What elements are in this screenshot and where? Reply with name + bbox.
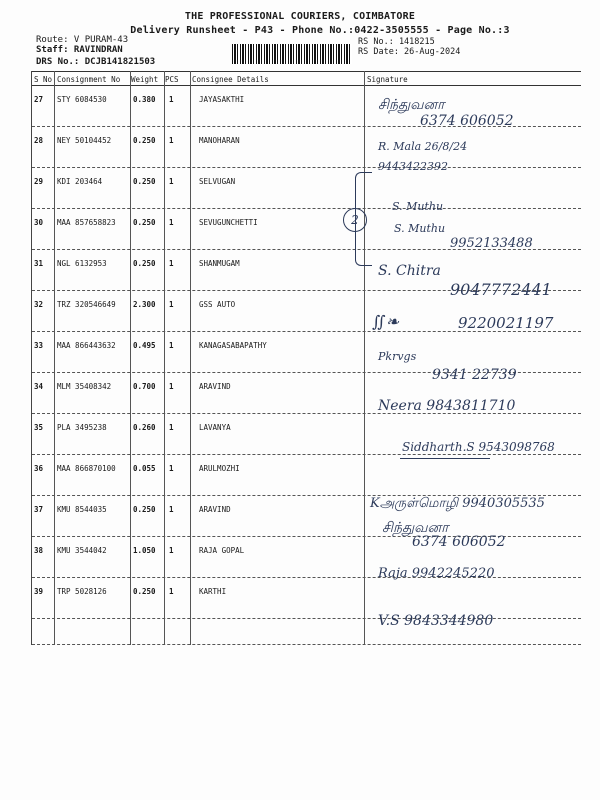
signature-phone-row-33: 9341 22739: [432, 367, 517, 383]
row-sno: 33: [34, 341, 44, 350]
row-sno: 29: [34, 177, 44, 186]
row-consignee-name: KANAGASABAPATHY: [199, 341, 267, 350]
scribble-signature-row-32: ∬❧: [372, 312, 400, 331]
col-header-sno: S No: [34, 75, 53, 84]
col-header-consignment: Consignment No: [57, 75, 121, 84]
row-consignee-name: MANOHARAN: [199, 136, 240, 145]
row-sno: 39: [34, 587, 44, 596]
row-consignment-no: TRP 5028126: [57, 587, 107, 596]
signature-phone-row-27: 6374 606052: [420, 113, 514, 129]
row-consignee-name: SELVUGAN: [199, 177, 236, 186]
row-weight: 1.050: [133, 546, 156, 555]
row-weight: 0.250: [133, 505, 156, 514]
row-sno: 38: [34, 546, 44, 555]
table-row: [31, 71, 580, 111]
row-consignee-name: SHANMUGAM: [199, 259, 240, 268]
signature-row-35: Siddharth.S 9543098768: [402, 440, 555, 454]
row-weight: 0.250: [133, 177, 156, 186]
row-consignment-no: MAA 866443632: [57, 341, 116, 350]
row-pcs: 1: [169, 95, 174, 104]
row-consignment-no: KMU 3544042: [57, 546, 107, 555]
rs-date: RS Date: 26-Aug-2024: [358, 47, 461, 57]
table-bottom-border: [32, 644, 581, 645]
barcode: [232, 44, 352, 64]
row-consignment-no: MAA 857658823: [57, 218, 116, 227]
row-weight: 0.250: [133, 259, 156, 268]
row-sno: 31: [34, 259, 44, 268]
col-header-signature: Signature: [367, 75, 408, 84]
row-consignment-no: NGL 6132953: [57, 259, 107, 268]
signature-row-28: R. Mala 26/8/24: [378, 140, 468, 153]
circled-count-mark: 2: [343, 208, 367, 232]
signature-row-33: Pkrvgs: [378, 350, 417, 363]
row-sno: 37: [34, 505, 44, 514]
staff-label: Staff: RAVINDRAN: [36, 45, 123, 55]
row-consignee-name: ARAVIND: [199, 505, 231, 514]
row-weight: 0.495: [133, 341, 156, 350]
row-weight: 0.250: [133, 136, 156, 145]
col-header-consignee: Consignee Details: [192, 75, 269, 84]
row-divider: [32, 618, 581, 619]
signature-row-38: சிந்துவனா: [382, 520, 449, 536]
signature-phone-row-38: 6374 606052: [412, 534, 506, 550]
row-consignment-no: NEY 50104452: [57, 136, 112, 145]
signature-row-30: S. Muthu: [394, 222, 446, 235]
row-consignee-name: SEVUGUNCHETTI: [199, 218, 258, 227]
row-consignment-no: KDI 203464: [57, 177, 103, 186]
table-row: [31, 194, 580, 234]
row-consignment-no: MLM 35408342: [57, 382, 112, 391]
signature-phone-row-32: 9220021197: [458, 314, 554, 332]
row-pcs: 1: [169, 505, 174, 514]
row-consignment-no: MAA 866870100: [57, 464, 116, 473]
underline-mark: [400, 458, 490, 459]
row-weight: 0.260: [133, 423, 156, 432]
row-pcs: 1: [169, 464, 174, 473]
signature-row-39: Raja 9942245220: [378, 566, 495, 581]
row-pcs: 1: [169, 136, 174, 145]
row-weight: 2.300: [133, 300, 156, 309]
row-pcs: 1: [169, 587, 174, 596]
signature-row-29: S. Muthu: [392, 200, 444, 213]
row-consignment-no: PLA 3495238: [57, 423, 107, 432]
row-sno: 30: [34, 218, 44, 227]
row-sno: 28: [34, 136, 44, 145]
row-sno: 36: [34, 464, 44, 473]
row-consignee-name: JAYASAKTHI: [199, 95, 245, 104]
row-pcs: 1: [169, 300, 174, 309]
runsheet-subtitle: Delivery Runsheet - P43 - Phone No.:0422-3505555 - Page No.:3: [130, 25, 510, 36]
row-consignee-name: ARULMOZHI: [199, 464, 240, 473]
row-weight: 0.250: [133, 218, 156, 227]
signature-phone-row-31: 9047772441: [450, 280, 552, 299]
signature-phone-row-28: 9443422392: [378, 160, 448, 173]
row-sno: 32: [34, 300, 44, 309]
row-pcs: 1: [169, 341, 174, 350]
row-consignee-name: ARAVIND: [199, 382, 231, 391]
row-sno: 34: [34, 382, 44, 391]
signature-row-extra: V.S 9843344980: [378, 613, 494, 629]
row-pcs: 1: [169, 259, 174, 268]
row-pcs: 1: [169, 382, 174, 391]
row-consignee-name: LAVANYA: [199, 423, 231, 432]
rs-number: RS No.: 1418215: [358, 37, 435, 47]
row-consignment-no: TRZ 320546649: [57, 300, 116, 309]
drs-number: DRS No.: DCJB141821503: [36, 57, 156, 67]
col-header-weight: Weight: [131, 75, 159, 84]
row-consignee-name: RAJA GOPAL: [199, 546, 245, 555]
signature-row-27: சிந்துவனா: [378, 97, 445, 113]
table-row: [31, 153, 580, 193]
table-row: [31, 563, 580, 603]
row-consignee-name: KARTHI: [199, 587, 227, 596]
route-label: Route: V PURAM-43: [36, 35, 129, 45]
row-weight: 0.250: [133, 587, 156, 596]
row-pcs: 1: [169, 218, 174, 227]
signature-row-37: Kஅருள்மொழி 9940305535: [370, 496, 545, 511]
row-weight: 0.380: [133, 95, 156, 104]
row-consignment-no: KMU 8544035: [57, 505, 107, 514]
row-pcs: 1: [169, 177, 174, 186]
signature-phone-row-30: 9952133488: [450, 236, 533, 251]
company-title: THE PROFESSIONAL COURIERS, COIMBATORE: [184, 11, 416, 22]
row-consignment-no: STY 6084530: [57, 95, 107, 104]
row-sno: 35: [34, 423, 44, 432]
signature-row-34: Neera 9843811710: [378, 398, 516, 414]
row-consignee-name: GSS AUTO: [199, 300, 236, 309]
row-pcs: 1: [169, 546, 174, 555]
row-weight: 0.055: [133, 464, 156, 473]
row-pcs: 1: [169, 423, 174, 432]
col-header-pcs: PCS: [165, 75, 179, 84]
signature-row-31: S. Chitra: [378, 263, 441, 279]
row-sno: 27: [34, 95, 44, 104]
row-weight: 0.700: [133, 382, 156, 391]
